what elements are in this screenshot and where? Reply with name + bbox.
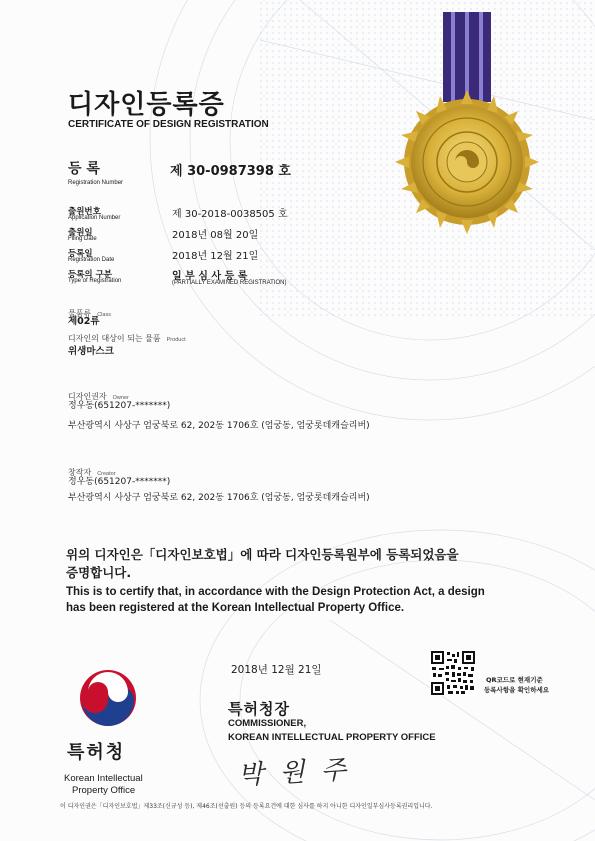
- registration-date-label-en: Registration Date: [68, 257, 115, 263]
- application-number-label-en: Application Number: [68, 215, 121, 221]
- registration-label: 등 록: [68, 161, 100, 177]
- class-label: 물품류: [68, 309, 92, 318]
- signature: 박 원 주: [237, 755, 351, 791]
- statement-english-line2: has been registered at the Korean Intellectual Property Office.: [66, 602, 405, 614]
- statement-korean-line2: 증명합니다.: [66, 565, 132, 580]
- statement-english-line1: This is to certify that, in accordance with the Design Protection Act, a design: [66, 586, 485, 598]
- qr-code[interactable]: [430, 650, 476, 696]
- registration-date: 2018년 12월 21일: [172, 251, 259, 262]
- issue-date: 2018년 12월 21일: [231, 664, 322, 676]
- statement-korean-line1: 위의 디자인은「디자인보호법」에 따라 디자인등록원부에 등록되었음을: [66, 547, 459, 562]
- owner-name: 정우동(651207-*******): [68, 401, 171, 411]
- registration-type: 일 부 심 사 등 록: [172, 271, 248, 282]
- creator-label: 창작자: [68, 468, 92, 477]
- qr-caption-line1: QR코드로 현재기준: [486, 676, 543, 684]
- creator-address: 부산광역시 사상구 엄궁북로 62, 202동 1706호 (엄궁동, 엄궁롯데캐슬리버): [68, 493, 370, 503]
- registration-type-label: 등록의 구분: [68, 270, 113, 280]
- product-label-en: Product: [166, 337, 186, 343]
- footnote: 이 디자인권은「디자인보호법」제33조(신규성 등), 제46조(선출원) 등의 등록요건에 대한 심사를 하지 아니한 디자인일부심사등록권리입니다.: [60, 803, 433, 810]
- gold-seal: [395, 90, 539, 234]
- creator-name: 정우동(651207-*******): [68, 477, 171, 487]
- class-label-en: Class: [97, 312, 111, 318]
- owner-label: 디자인권자: [68, 392, 107, 401]
- office-english-line2: Property Office: [72, 785, 136, 796]
- owner-label-en: Owner: [112, 395, 129, 401]
- commissioner-english-line1: COMMISSIONER,: [228, 718, 307, 729]
- class-value: 제02류: [68, 316, 100, 327]
- office-korean: 특허청: [67, 742, 126, 763]
- commissioner-korean: 특허청장: [228, 700, 290, 718]
- office-english-line1: Korean Intellectual: [64, 773, 143, 784]
- application-number-label: 출원번호: [68, 207, 101, 217]
- registration-type-en: (PARTIALLY EXAMINED REGISTRATION): [172, 280, 287, 286]
- application-number: 제 30-2018-0038505 호: [172, 209, 288, 220]
- filing-date: 2018년 08월 20일: [172, 230, 259, 241]
- registration-type-label-en: Type of Registration: [68, 278, 122, 284]
- commissioner-english-line2: KOREAN INTELLECTUAL PROPERTY OFFICE: [228, 732, 436, 743]
- registration-label-en: Registration Number: [68, 180, 124, 186]
- title-korean: 디자인등록증: [68, 90, 225, 120]
- ribbon: [443, 12, 491, 102]
- filing-date-label: 출원일: [68, 228, 93, 238]
- registration-number: 제 30-0987398 호: [170, 164, 291, 179]
- creator-label-en: Creator: [97, 471, 116, 477]
- product-value: 위생마스크: [68, 346, 114, 357]
- title-english: CERTIFICATE OF DESIGN REGISTRATION: [68, 119, 269, 130]
- filing-date-label-en: Filing Date: [68, 236, 97, 242]
- kipo-logo-icon: [78, 668, 138, 728]
- registration-date-label: 등록일: [68, 249, 93, 259]
- product-label: 디자인의 대상이 되는 물품: [68, 334, 161, 343]
- qr-caption-line2: 등록사항을 확인하세요: [484, 686, 550, 694]
- owner-address: 부산광역시 사상구 엄궁북로 62, 202동 1706호 (엄궁동, 엄궁롯데캐슬리버): [68, 421, 370, 431]
